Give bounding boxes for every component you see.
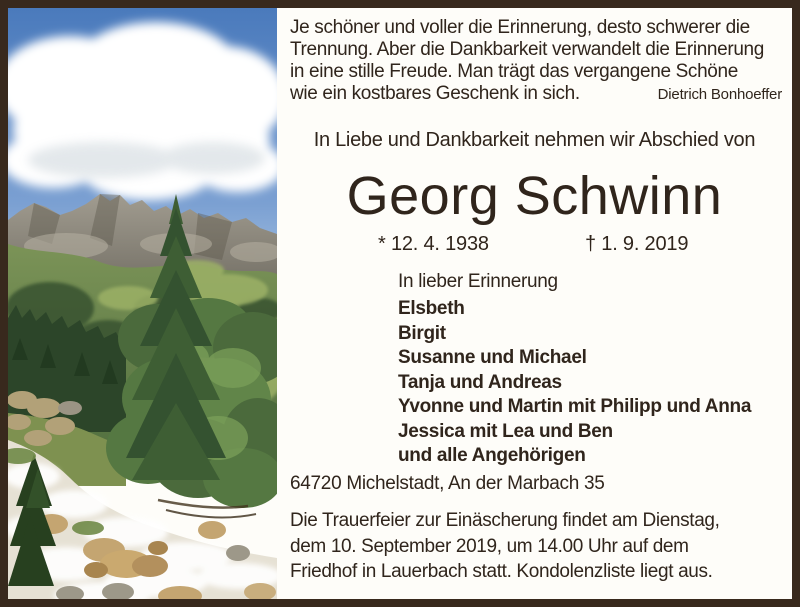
quote-line: Trennung. Aber die Dankbarkeit verwandelt die Erinnerung	[290, 39, 764, 60]
mourner-name: Elsbeth	[398, 298, 465, 319]
funeral-info	[290, 508, 720, 585]
life-dates	[277, 233, 792, 259]
death-date: † 1. 9. 2019	[585, 233, 689, 255]
memorial-photo	[8, 8, 277, 599]
funeral-line: Die Trauerfeier zur Einäscherung findet am Dienstag,	[290, 510, 720, 531]
quote-attribution: Dietrich Bonhoeffer	[657, 86, 782, 103]
funeral-line: dem 10. September 2019, um 14.00 Uhr auf dem	[290, 535, 689, 557]
mourner-name: Tanja und Andreas	[398, 371, 562, 393]
quote-block	[290, 17, 784, 106]
address-line: 64720 Michelstadt, An der Marbach 35	[290, 473, 605, 494]
funeral-line: Friedhof in Lauerbach statt. Kondolenzliste liegt aus.	[290, 561, 713, 582]
mourner-name: und alle Angehörigen	[398, 445, 586, 466]
quote-line: wie ein kostbares Geschenk in sich.	[290, 83, 580, 104]
notice-text-panel	[277, 8, 792, 599]
quote-line: Je schöner und voller die Erinnerung, desto schwerer die	[290, 17, 750, 38]
mourner-name: Susanne und Michael	[398, 347, 587, 368]
quote-line: in eine stille Freude. Man trägt das vergangene Schöne	[290, 61, 738, 82]
birth-date: * 12. 4. 1938	[378, 233, 489, 255]
remembrance-heading: In lieber Erinnerung	[398, 271, 558, 292]
mourner-name: Jessica mit Lea und Ben	[398, 420, 613, 442]
deceased-name: Georg Schwinn	[346, 166, 723, 226]
mourner-name: Yvonne und Martin mit Philipp und Anna	[398, 396, 752, 417]
alpine-landscape-illustration	[8, 8, 277, 599]
farewell-intro: In Liebe und Dankbarkeit nehmen wir Abschied von	[313, 129, 756, 151]
mourners-list	[398, 297, 751, 469]
mourner-name: Birgit	[398, 322, 446, 344]
